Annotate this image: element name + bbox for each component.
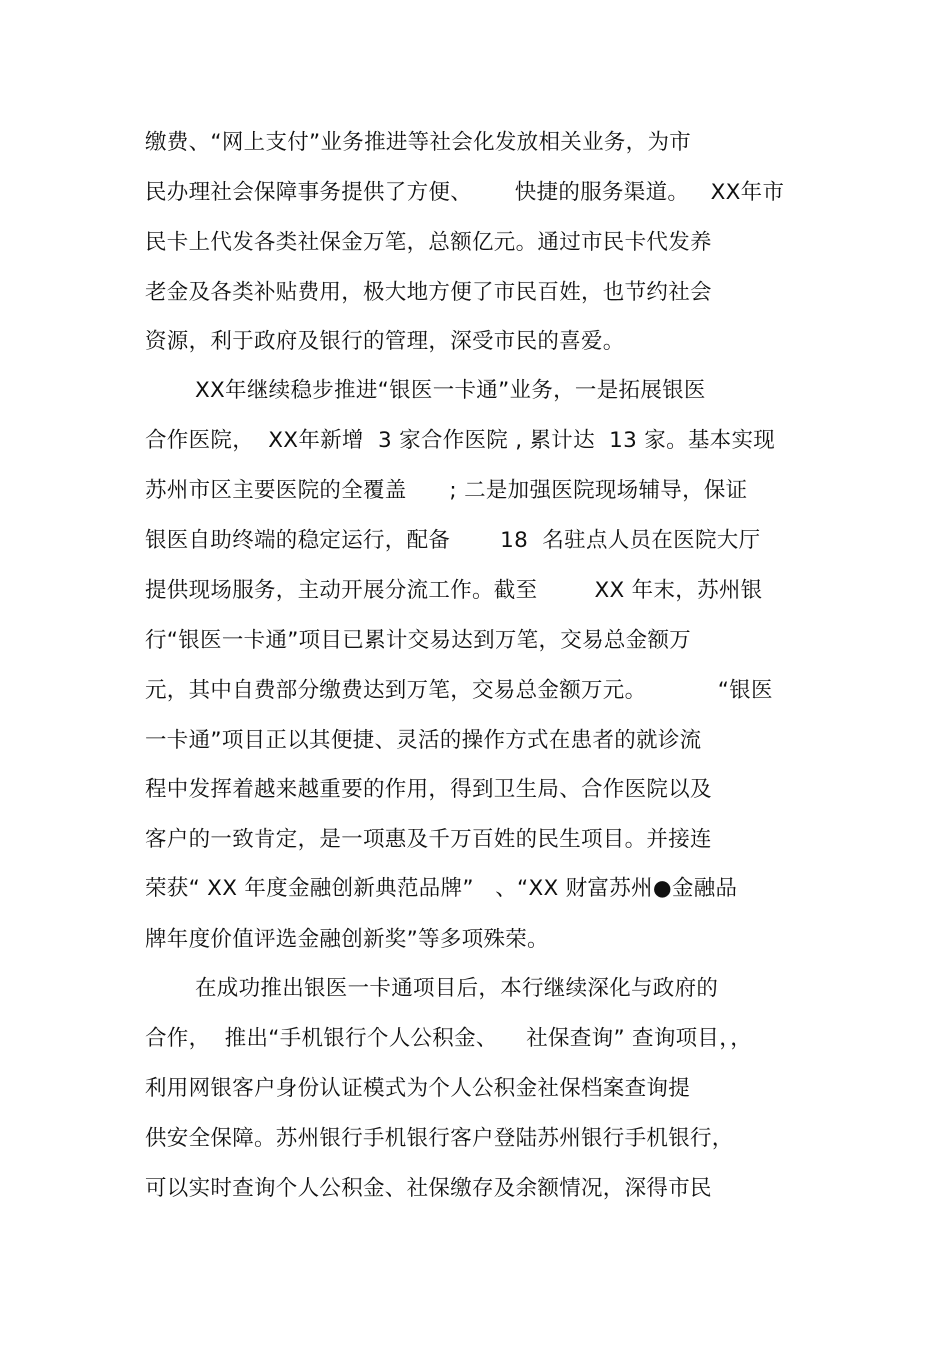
text-line: 苏州市区主要医院的全覆盖 ; 二是加强医院现场辅导，保证 <box>145 478 748 503</box>
text-line: 一卡通”项目正以其便捷、灵活的操作方式在患者的就诊流 <box>145 728 702 753</box>
text-line: 民办理社会保障事务提供了方便、 快捷的服务渠道。 XX年市 <box>145 180 785 205</box>
text-line: 客户的一致肯定，是一项惠及千万百姓的民生项目。并接连 <box>145 827 712 852</box>
text-line: 元，其中自费部分缴费达到万笔，交易总金额万元。 “银医 <box>145 678 773 703</box>
text-line: 荣获“ XX 年度金融创新典范品牌” 、“XX 财富苏州●金融品 <box>145 876 738 901</box>
text-line: 资源，利于政府及银行的管理，深受市民的喜爱。 <box>145 329 625 354</box>
text-line: 合作医院， XX年新增 3 家合作医院 , 累计达 13 家。基本实现 <box>145 428 776 453</box>
text-line: 可以实时查询个人公积金、社保缴存及余额情况，深得市民 <box>145 1176 712 1201</box>
text-line: 程中发挥着越来越重要的作用，得到卫生局、合作医院以及 <box>145 777 712 802</box>
text-line: 民卡上代发各类社保金万笔，总额亿元。通过市民卡代发养 <box>145 230 712 255</box>
text-line: 银医自助终端的稳定运行，配备 18 名驻点人员在医院大厅 <box>145 528 761 553</box>
text-line: 合作， 推出“手机银行个人公积金、 社保查询” 查询项目，， <box>145 1026 753 1051</box>
paragraph-start-line: XX年继续稳步推进“银医一卡通”业务，一是拓展银医 <box>195 378 706 403</box>
text-line: 利用网银客户身份认证模式为个人公积金社保档案查询提 <box>145 1076 691 1101</box>
text-line: 提供现场服务，主动开展分流工作。截至 XX 年末，苏州银 <box>145 578 763 603</box>
paragraph-start-line: 在成功推出银医一卡通项目后，本行继续深化与政府的 <box>195 976 719 1001</box>
text-line: 供安全保障。苏州银行手机银行客户登陆苏州银行手机银行， <box>145 1126 734 1151</box>
text-line: 行“银医一卡通”项目已累计交易达到万笔，交易总金额万 <box>145 628 692 653</box>
text-line: 牌年度价值评选金融创新奖”等多项殊荣。 <box>145 927 549 952</box>
text-line: 老金及各类补贴费用，极大地方便了市民百姓，也节约社会 <box>145 280 712 305</box>
text-line: 缴费、“网上支付”业务推进等社会化发放相关业务，为市 <box>145 130 692 155</box>
